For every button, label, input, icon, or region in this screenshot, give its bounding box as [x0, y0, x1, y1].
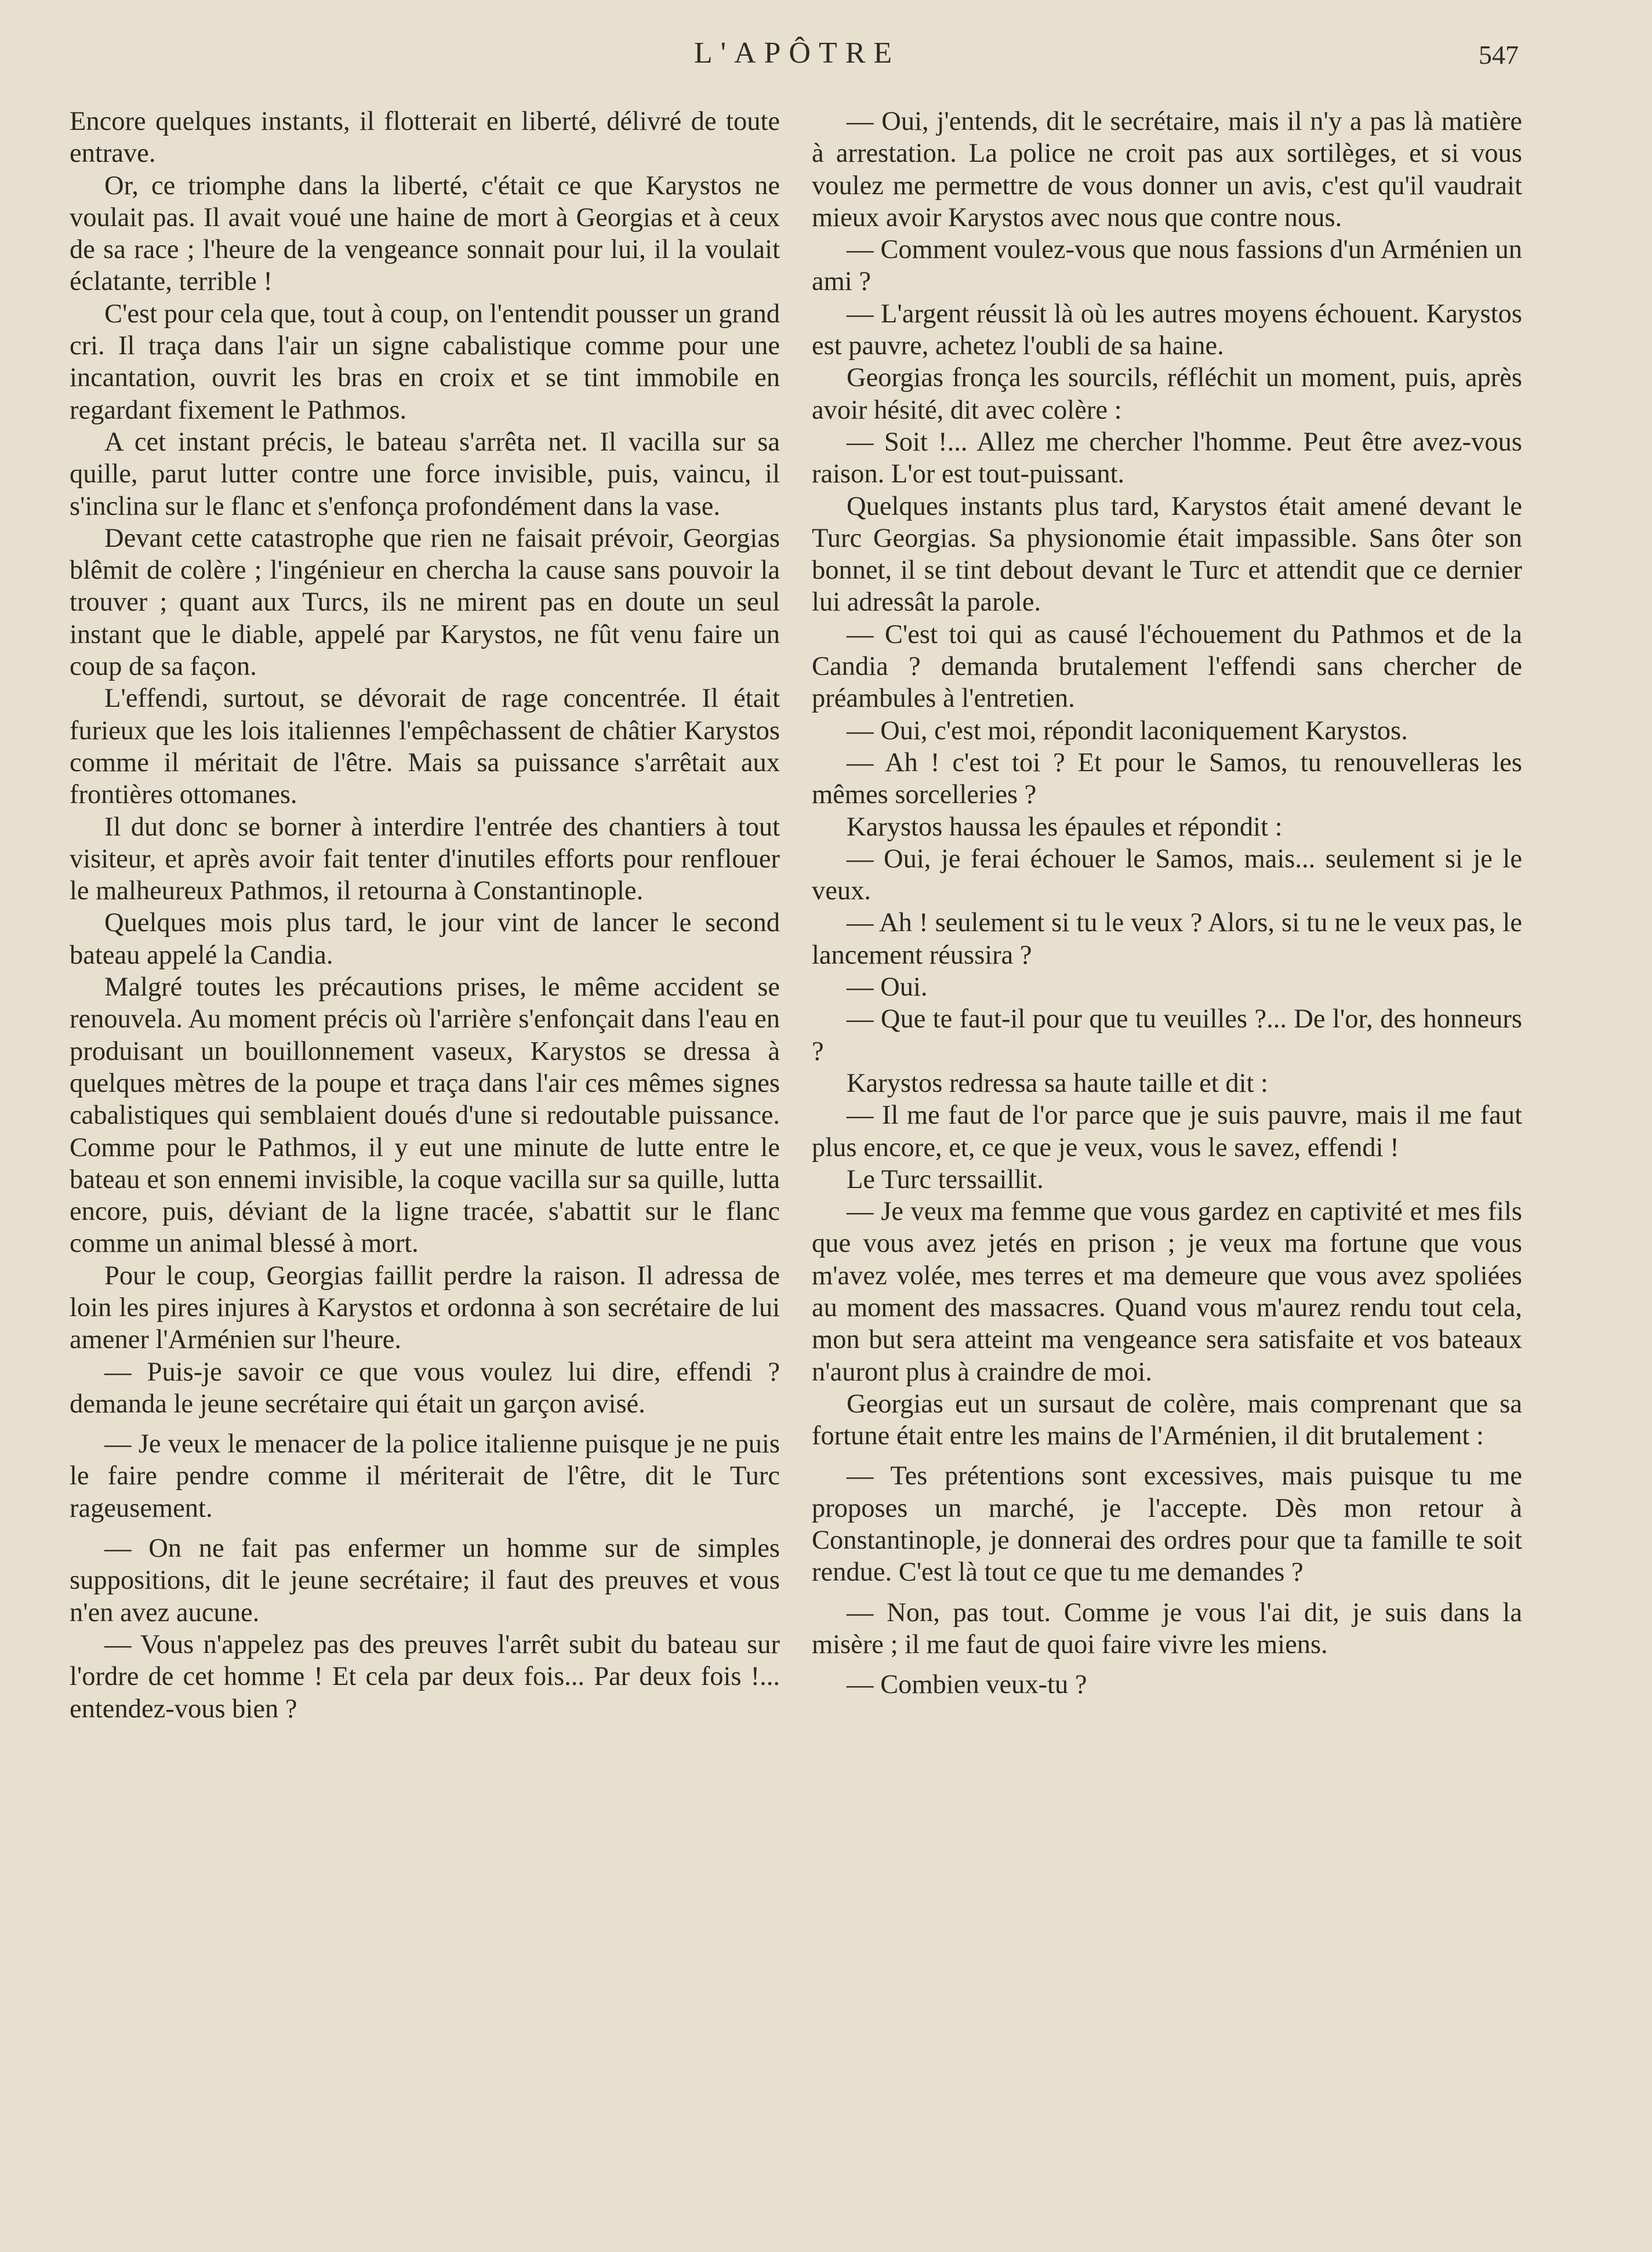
paragraph: Quelques mois plus tard, le jour vint de lancer le second bateau appelé la Candia. — [70, 908, 780, 970]
paragraph: Devant cette catastrophe que rien ne faisait prévoir, Georgias blêmit de colère ; l'ingénieur en chercha la cause sans pouvoir la trouver ; quant aux Turcs, ils ne mirent pas en doute un seul instant que le diable, appelé par Karystos, ne fût venu faire un coup de sa façon. — [70, 523, 780, 682]
paragraph: — Oui, je ferai échouer le Samos, mais... seulement si je le veux. — [812, 844, 1522, 906]
paragraph: Georgias eut un sursaut de colère, mais comprenant que sa fortune était entre les mains de l'Arménien, il dit brutalement : — [812, 1389, 1522, 1451]
paragraph: Pour le coup, Georgias faillit perdre la raison. Il adressa de loin les pires injures à Karystos et ordonna à son secrétaire de lui amener l'Arménien sur l'heure. — [70, 1261, 780, 1355]
paragraph: Le Turc terssaillit. — [847, 1164, 1044, 1194]
paragraph: A cet instant précis, le bateau s'arrêta net. Il vacilla sur sa quille, parut lutter contre une force invisible, puis, vaincu, il s'inclina sur le flanc et s'enfonça profondément dans la vase. — [70, 427, 780, 521]
paragraph: — Ah ! seulement si tu le veux ? Alors, si tu ne le veux pas, le lancement réussira ? — [812, 908, 1522, 970]
running-title: L'APÔTRE — [694, 37, 901, 70]
right-text-column — [812, 106, 1522, 1701]
paragraph: — On ne fait pas enfermer un homme sur de simples suppositions, dit le jeune secrétaire; il faut des preuves et vous n'en avez aucune. — [70, 1534, 780, 1628]
paragraph: — Je veux le menacer de la police italienne puisque je ne puis le faire pendre comme il mériterait de l'être, dit le Turc rageusement. — [70, 1429, 780, 1523]
paragraph: Karystos redressa sa haute taille et dit : — [847, 1068, 1268, 1098]
paragraph: L'effendi, surtout, se dévorait de rage concentrée. Il était furieux que les lois italiennes l'empêchassent de châtier Karystos comme il méritait de l'être. Mais sa puissance s'arrêtait aux frontières ottomanes. — [70, 684, 780, 810]
paragraph: — L'argent réussit là où les autres moyens échouent. Karystos est pauvre, achetez l'oubli de sa haine. — [812, 299, 1522, 361]
paragraph: — Ah ! c'est toi ? Et pour le Samos, tu renouvelleras les mêmes sorcelleries ? — [812, 747, 1522, 810]
paragraph: — Il me faut de l'or parce que je suis pauvre, mais il me faut plus encore, et, ce que je veux, vous le savez, effendi ! — [812, 1100, 1522, 1163]
paragraph: — Comment voulez-vous que nous fassions d'un Arménien un ami ? — [812, 235, 1522, 297]
paragraph: — Je veux ma femme que vous gardez en captivité et mes fils que vous avez jetés en prison ; je veux ma fortune que vous m'avez volée, mes terres et ma demeure que vous avez spoliées au moment des massacres. Quand vous m'aurez rendu tout cela, mon but sera atteint ma vengeance sera satisfaite et vos bateaux n'auront plus à craindre de moi. — [812, 1197, 1522, 1387]
paragraph: Encore quelques instants, il flotterait en liberté, délivré de toute entrave. — [70, 107, 780, 169]
paragraph: — Tes prétentions sont excessives, mais puisque tu me proposes un marché, je l'accepte. Dès mon retour à Constantinople, je donnerai des ordres pour que ta famille te soit rendue. C'est là tout ce que tu me demandes ? — [812, 1461, 1522, 1588]
page-header — [75, 36, 1519, 77]
paragraph: — Combien veux-tu ? — [847, 1670, 1087, 1700]
paragraph: Quelques instants plus tard, Karystos était amené devant le Turc Georgias. Sa physionomie était impassible. Sans ôter son bonnet, il se tint debout devant le Turc et attendit que ce dernier lui adressât la parole. — [812, 491, 1522, 618]
paragraph: — Non, pas tout. Comme je vous l'ai dit, je suis dans la misère ; il me faut de quoi faire vivre les miens. — [812, 1597, 1522, 1659]
paragraph: — C'est toi qui as causé l'échouement du Pathmos et de la Candia ? demanda brutalement l'effendi sans chercher de préambules à l'entretien. — [812, 619, 1522, 714]
paragraph: — Vous n'appelez pas des preuves l'arrêt subit du bateau sur l'ordre de cet homme ! Et cela par deux fois... Par deux fois !... entendez-vous bien ? — [70, 1629, 780, 1724]
paragraph: — Puis-je savoir ce que vous voulez lui dire, effendi ? demanda le jeune secrétaire qui était un garçon avisé. — [70, 1357, 780, 1419]
paragraph: — Soit !... Allez me chercher l'homme. Peut être avez-vous raison. L'or est tout-puissant. — [812, 427, 1522, 489]
paragraph: C'est pour cela que, tout à coup, on l'entendit pousser un grand cri. Il traça dans l'air un signe cabalistique comme pour une incantation, ouvrit les bras en croix et se tint immobile en regardant fixement le Pathmos. — [70, 299, 780, 425]
paragraph: — Oui. — [847, 972, 928, 1002]
paragraph: — Que te faut-il pour que tu veuilles ?... De l'or, des honneurs ? — [812, 1004, 1522, 1066]
paragraph: Karystos haussa les épaules et répondit : — [847, 812, 1283, 842]
paragraph: Malgré toutes les précautions prises, le même accident se renouvela. Au moment précis où l'arrière s'enfonçait dans l'eau en produisant un bouillonnement vaseux, Karystos se dressa à quelques mètres de la poupe et traça dans l'air ces mêmes signes cabalistiques qui semblaient doués d'une si redoutable puissance. Comme pour le Pathmos, il y eut une minute de lutte entre le bateau et son ennemi invisible, la coque vacilla sur sa quille, lutta encore, puis, déviant de la ligne tracée, s'abattit sur le flanc comme un animal blessé à mort. — [70, 972, 780, 1259]
paragraph: Il dut donc se borner à interdire l'entrée des chantiers à tout visiteur, et après avoir fait tenter d'inutiles efforts pour renflouer le malheureux Pathmos, il retourna à Constantinople. — [70, 812, 780, 906]
left-text-column — [70, 106, 780, 1725]
page-number: 547 — [1479, 40, 1519, 70]
paragraph: Georgias fronça les sourcils, réfléchit un moment, puis, après avoir hésité, dit avec colère : — [812, 363, 1522, 425]
paragraph: — Oui, c'est moi, répondit laconiquement Karystos. — [847, 715, 1408, 746]
paragraph: Or, ce triomphe dans la liberté, c'était ce que Karystos ne voulait pas. Il avait voué une haine de mort à Georgias et à ceux de sa race ; l'heure de la vengeance sonnait pour lui, il la voulait éclatante, terrible ! — [70, 170, 780, 297]
paragraph: — Oui, j'entends, dit le secrétaire, mais il n'y a pas là matière à arrestation. La police ne croit pas aux sortilèges, et si vous voulez me permettre de vous donner un avis, c'est qu'il vaudrait mieux avoir Karystos avec nous que contre nous. — [812, 107, 1522, 233]
